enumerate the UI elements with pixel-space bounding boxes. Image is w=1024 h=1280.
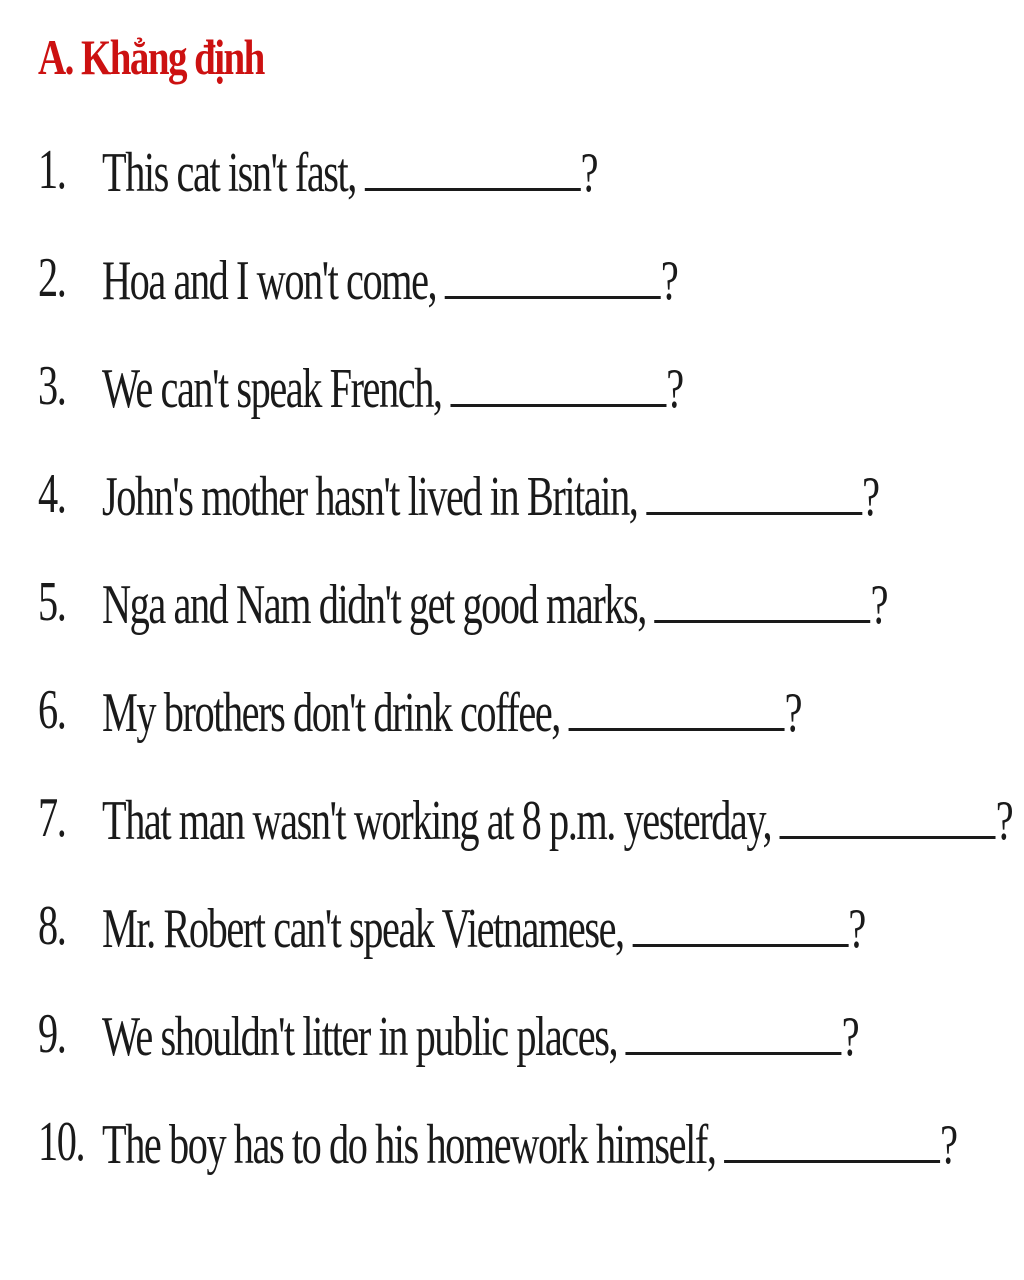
item-line [102,246,677,313]
item-sentence: This cat isn't fast, [102,142,356,204]
exercise-item [0,354,1000,434]
item-sentence: John's mother hasn't lived in Britain, [102,466,638,528]
item-sentence: My brothers don't drink coffee, [102,682,560,744]
question-mark: ? [870,574,888,636]
item-number: 10. [38,1111,85,1173]
item-line [102,570,887,637]
item-number: 3. [38,355,66,417]
exercise-item [0,1002,1000,1082]
item-number: 8. [38,895,66,957]
exercise-item [0,138,1000,218]
answer-blank[interactable] [780,786,996,839]
answer-blank[interactable] [724,1110,940,1163]
item-sentence: The boy has to do his homework himself, [102,1114,716,1176]
item-number: 1. [38,139,66,201]
section-heading: A. Khẳng định [38,29,264,85]
item-line [102,678,801,745]
question-mark: ? [666,358,683,420]
exercise-item [0,678,1000,758]
question-mark: ? [841,1006,859,1068]
item-number: 7. [38,787,66,849]
item-line [102,138,597,205]
exercise-item [0,570,1000,650]
exercise-item [0,894,1000,974]
item-sentence: We can't speak French, [102,358,442,420]
question-mark: ? [660,250,678,312]
item-line [102,1110,957,1177]
answer-blank[interactable] [655,570,871,623]
exercise-item [0,462,1000,542]
answer-blank[interactable] [445,246,661,299]
item-sentence: That man wasn't working at 8 p.m. yesterday, [102,790,772,852]
item-number: 4. [38,463,66,525]
item-number: 6. [38,679,66,741]
item-sentence: Mr. Robert can't speak Vietnamese, [102,898,624,960]
item-line [102,354,683,421]
item-line [102,894,865,961]
item-line [102,786,1012,853]
exercise-item [0,1110,1000,1190]
answer-blank[interactable] [450,354,666,407]
question-mark: ? [848,898,865,960]
exercise-item [0,786,1013,866]
item-number: 9. [38,1003,66,1065]
item-number: 2. [38,247,66,309]
answer-blank[interactable] [626,1002,842,1055]
item-number: 5. [38,571,66,633]
item-sentence: Hoa and I won't come, [102,250,437,312]
answer-blank[interactable] [632,894,848,947]
answer-blank[interactable] [646,462,862,515]
exercise-item [0,246,1000,326]
answer-blank[interactable] [569,678,785,731]
item-line [102,1002,858,1069]
item-sentence: We shouldn't litter in public places, [102,1006,618,1068]
item-sentence: Nga and Nam didn't get good marks, [102,574,646,636]
question-mark: ? [784,682,802,744]
answer-blank[interactable] [365,138,581,191]
question-mark: ? [940,1114,957,1176]
question-mark: ? [580,142,598,204]
question-mark: ? [862,466,879,528]
item-line [102,462,879,529]
question-mark: ? [995,790,1013,852]
